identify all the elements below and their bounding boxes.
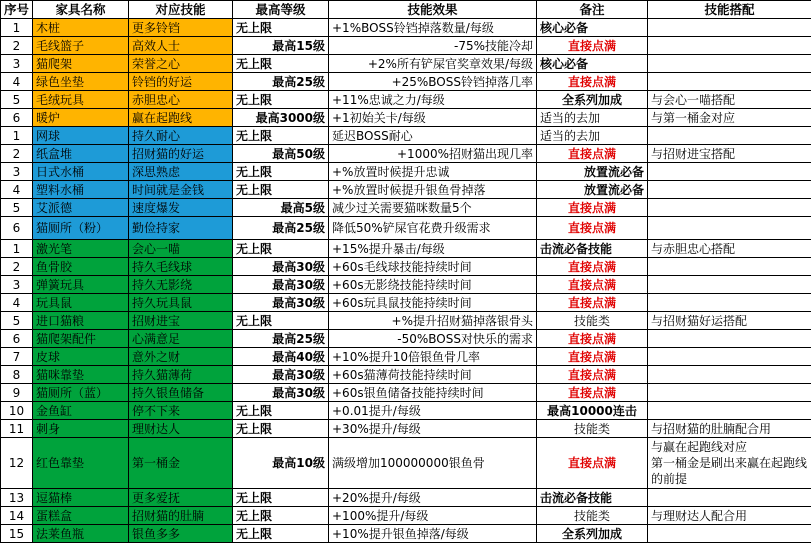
row-number: 5 <box>1 91 33 109</box>
max-level: 无上限 <box>233 525 329 543</box>
skill-name: 时间就是金钱 <box>129 181 233 199</box>
furniture-name: 玩具鼠 <box>33 294 129 312</box>
skill-effect: +1初始关卡/每级 <box>329 109 537 127</box>
skill-effect: +%放置时候提升银鱼骨掉落 <box>329 181 537 199</box>
row-number: 7 <box>1 348 33 366</box>
max-level: 最高30级 <box>233 276 329 294</box>
row-number: 5 <box>1 312 33 330</box>
furniture-name: 逗猫棒 <box>33 489 129 507</box>
note: 放置流必备 <box>537 181 648 199</box>
table-row <box>1 438 811 489</box>
skill-effect: +15%提升暴击/每级 <box>329 240 537 258</box>
skill-combo <box>648 37 811 55</box>
table-row <box>1 276 811 294</box>
header-combo: 技能搭配 <box>648 1 811 19</box>
header-row <box>1 1 811 19</box>
note: 全系列加成 <box>537 525 648 543</box>
skill-combo <box>648 366 811 384</box>
row-number: 2 <box>1 258 33 276</box>
note: 技能类 <box>537 507 648 525</box>
row-number: 6 <box>1 109 33 127</box>
skill-effect: +2%所有铲屎官奖章效果/每级 <box>329 55 537 73</box>
header-effect: 技能效果 <box>329 1 537 19</box>
skill-name: 铃铛的好运 <box>129 73 233 91</box>
note: 击流必备技能 <box>537 240 648 258</box>
table-row <box>1 181 811 199</box>
skill-combo <box>648 330 811 348</box>
note: 技能类 <box>537 312 648 330</box>
furniture-name: 弹簧玩具 <box>33 276 129 294</box>
skill-name: 招财猫的肚腩 <box>129 507 233 525</box>
skill-name: 赤胆忠心 <box>129 91 233 109</box>
furniture-name: 猫爬架配件 <box>33 330 129 348</box>
max-level: 无上限 <box>233 420 329 438</box>
note: 最高10000连击 <box>537 402 648 420</box>
skill-name: 速度爆发 <box>129 199 233 217</box>
skill-effect: -75%技能冷却 <box>329 37 537 55</box>
skill-combo <box>648 217 811 240</box>
row-number: 11 <box>1 420 33 438</box>
note: 直接点满 <box>537 37 648 55</box>
skill-effect: +20%提升/每级 <box>329 489 537 507</box>
skill-effect: +60s毛线球技能持续时间 <box>329 258 537 276</box>
skill-name: 持久耐心 <box>129 127 233 145</box>
furniture-name: 日式水桶 <box>33 163 129 181</box>
skill-effect: +1%BOSS铃铛掉落数量/每级 <box>329 19 537 37</box>
row-number: 6 <box>1 217 33 240</box>
skill-name: 高效人士 <box>129 37 233 55</box>
table-row <box>1 73 811 91</box>
skill-name: 持久玩具鼠 <box>129 294 233 312</box>
furniture-name: 金鱼缸 <box>33 402 129 420</box>
table-row <box>1 37 811 55</box>
skill-name: 心满意足 <box>129 330 233 348</box>
table-row <box>1 240 811 258</box>
skill-combo <box>648 525 811 543</box>
skill-name: 银鱼多多 <box>129 525 233 543</box>
furniture-name: 绿色坐垫 <box>33 73 129 91</box>
skill-combo <box>648 181 811 199</box>
skill-combo <box>648 127 811 145</box>
note: 直接点满 <box>537 217 648 240</box>
note: 直接点满 <box>537 73 648 91</box>
skill-combo <box>648 55 811 73</box>
max-level: 最高40级 <box>233 348 329 366</box>
skill-name: 持久猫薄荷 <box>129 366 233 384</box>
note: 直接点满 <box>537 384 648 402</box>
skill-combo <box>648 73 811 91</box>
row-number: 14 <box>1 507 33 525</box>
skill-combo: 与第一桶金对应 <box>648 109 811 127</box>
skill-combo: 与赤胆忠心搭配 <box>648 240 811 258</box>
skill-combo <box>648 294 811 312</box>
furniture-name: 纸盒堆 <box>33 145 129 163</box>
skill-combo <box>648 199 811 217</box>
row-number: 3 <box>1 163 33 181</box>
row-number: 4 <box>1 294 33 312</box>
table-row <box>1 145 811 163</box>
skill-name: 持久毛线球 <box>129 258 233 276</box>
max-level: 无上限 <box>233 55 329 73</box>
max-level: 无上限 <box>233 507 329 525</box>
table-body <box>1 19 811 543</box>
table-row <box>1 163 811 181</box>
table-row <box>1 366 811 384</box>
table-row <box>1 420 811 438</box>
table-row <box>1 489 811 507</box>
table-row <box>1 312 811 330</box>
note: 直接点满 <box>537 330 648 348</box>
max-level: 无上限 <box>233 127 329 145</box>
note: 击流必备技能 <box>537 489 648 507</box>
skill-effect: +10%提升银鱼掉落/每级 <box>329 525 537 543</box>
row-number: 4 <box>1 181 33 199</box>
skill-effect: +100%提升/每级 <box>329 507 537 525</box>
row-number: 13 <box>1 489 33 507</box>
note: 核心必备 <box>537 19 648 37</box>
note: 直接点满 <box>537 145 648 163</box>
skill-effect: 减少过关需要猫咪数量5个 <box>329 199 537 217</box>
note: 全系列加成 <box>537 91 648 109</box>
skill-effect: +11%忠诚之力/每级 <box>329 91 537 109</box>
row-number: 3 <box>1 276 33 294</box>
header-skill: 对应技能 <box>129 1 233 19</box>
note: 放置流必备 <box>537 163 648 181</box>
skill-name: 招财进宝 <box>129 312 233 330</box>
note: 技能类 <box>537 420 648 438</box>
skill-effect: +25%BOSS铃铛掉落几率 <box>329 73 537 91</box>
skill-combo: 与招财猫好运搭配 <box>648 312 811 330</box>
furniture-name: 红色靠垫 <box>33 438 129 489</box>
table-row <box>1 91 811 109</box>
table-row <box>1 294 811 312</box>
skill-name: 第一桶金 <box>129 438 233 489</box>
table-row <box>1 217 811 240</box>
skill-effect: +60s银鱼储备技能持续时间 <box>329 384 537 402</box>
table-row <box>1 55 811 73</box>
skill-effect: 降低50%铲屎官花费升级需求 <box>329 217 537 240</box>
skill-effect: +60s玩具鼠技能持续时间 <box>329 294 537 312</box>
skill-effect: +30%提升/每级 <box>329 420 537 438</box>
row-number: 8 <box>1 366 33 384</box>
row-number: 1 <box>1 240 33 258</box>
furniture-name: 毛绒玩具 <box>33 91 129 109</box>
furniture-name: 刺身 <box>33 420 129 438</box>
skill-combo <box>648 348 811 366</box>
note: 直接点满 <box>537 438 648 489</box>
skill-effect: +60s无影绕技能持续时间 <box>329 276 537 294</box>
row-number: 15 <box>1 525 33 543</box>
skill-effect: 延迟BOSS耐心 <box>329 127 537 145</box>
table-row <box>1 127 811 145</box>
furniture-name: 蛋糕盒 <box>33 507 129 525</box>
skill-name: 勤俭持家 <box>129 217 233 240</box>
max-level: 无上限 <box>233 489 329 507</box>
furniture-name: 网球 <box>33 127 129 145</box>
skill-effect: +%提升招财猫掉落银骨头 <box>329 312 537 330</box>
furniture-name: 激光笔 <box>33 240 129 258</box>
max-level: 最高25级 <box>233 330 329 348</box>
max-level: 最高50级 <box>233 145 329 163</box>
max-level: 最高3000级 <box>233 109 329 127</box>
table-row <box>1 109 811 127</box>
row-number: 2 <box>1 37 33 55</box>
table-row <box>1 402 811 420</box>
max-level: 最高30级 <box>233 366 329 384</box>
furniture-name: 猫爬架 <box>33 55 129 73</box>
row-number: 6 <box>1 330 33 348</box>
table-row <box>1 330 811 348</box>
skill-effect: 满级增加100000000银鱼骨 <box>329 438 537 489</box>
table-row <box>1 19 811 37</box>
table-row <box>1 258 811 276</box>
table-row <box>1 384 811 402</box>
furniture-name: 法莱鱼瓶 <box>33 525 129 543</box>
row-number: 3 <box>1 55 33 73</box>
note: 直接点满 <box>537 348 648 366</box>
max-level: 最高15级 <box>233 37 329 55</box>
max-level: 最高10级 <box>233 438 329 489</box>
table-row <box>1 507 811 525</box>
note: 直接点满 <box>537 276 648 294</box>
max-level: 无上限 <box>233 163 329 181</box>
furniture-name: 暖炉 <box>33 109 129 127</box>
furniture-name: 猫厕所（蓝） <box>33 384 129 402</box>
skill-name: 赢在起跑线 <box>129 109 233 127</box>
row-number: 12 <box>1 438 33 489</box>
skill-name: 招财猫的好运 <box>129 145 233 163</box>
skill-effect: -50%BOSS对快乐的需求 <box>329 330 537 348</box>
row-number: 1 <box>1 127 33 145</box>
furniture-name: 猫厕所（粉） <box>33 217 129 240</box>
skill-name: 理财达人 <box>129 420 233 438</box>
skill-effect: +1000%招财猫出现几率 <box>329 145 537 163</box>
table-row <box>1 525 811 543</box>
max-level: 无上限 <box>233 19 329 37</box>
skill-name: 会心一喵 <box>129 240 233 258</box>
max-level: 最高25级 <box>233 217 329 240</box>
header-no: 序号 <box>1 1 33 19</box>
skill-effect: +0.01提升/每级 <box>329 402 537 420</box>
skill-name: 停不下来 <box>129 402 233 420</box>
skill-combo: 与招财进宝搭配 <box>648 145 811 163</box>
skill-name: 持久银鱼储备 <box>129 384 233 402</box>
skill-combo <box>648 402 811 420</box>
row-number: 1 <box>1 19 33 37</box>
skill-combo <box>648 384 811 402</box>
max-level: 无上限 <box>233 240 329 258</box>
furniture-name: 皮球 <box>33 348 129 366</box>
furniture-name: 艾派德 <box>33 199 129 217</box>
table-row <box>1 199 811 217</box>
furniture-name: 木桩 <box>33 19 129 37</box>
furniture-name: 进口猫粮 <box>33 312 129 330</box>
row-number: 9 <box>1 384 33 402</box>
furniture-name: 塑料水桶 <box>33 181 129 199</box>
skill-name: 更多铃铛 <box>129 19 233 37</box>
row-number: 4 <box>1 73 33 91</box>
header-note: 备注 <box>537 1 648 19</box>
max-level: 无上限 <box>233 91 329 109</box>
note: 适当的去加 <box>537 127 648 145</box>
max-level: 最高30级 <box>233 258 329 276</box>
skill-combo: 与理财达人配合用 <box>648 507 811 525</box>
skill-effect: +60s猫薄荷技能持续时间 <box>329 366 537 384</box>
note: 直接点满 <box>537 258 648 276</box>
note: 直接点满 <box>537 199 648 217</box>
furniture-name: 猫咪靠垫 <box>33 366 129 384</box>
skill-effect: +%放置时候提升忠诚 <box>329 163 537 181</box>
max-level: 无上限 <box>233 312 329 330</box>
skill-combo: 与赢在起跑线对应 第一桶金是刷出来赢在起跑线的前提 <box>648 438 811 489</box>
row-number: 10 <box>1 402 33 420</box>
skill-name: 更多爱抚 <box>129 489 233 507</box>
skill-effect: +10%提升10倍银鱼骨几率 <box>329 348 537 366</box>
skill-name: 荣誉之心 <box>129 55 233 73</box>
skill-name: 意外之财 <box>129 348 233 366</box>
skill-name: 深思熟虑 <box>129 163 233 181</box>
note: 直接点满 <box>537 294 648 312</box>
max-level: 最高30级 <box>233 384 329 402</box>
skill-combo <box>648 489 811 507</box>
max-level: 最高30级 <box>233 294 329 312</box>
furniture-name: 鱼骨胶 <box>33 258 129 276</box>
header-furniture-name: 家具名称 <box>33 1 129 19</box>
skill-name: 持久无影绕 <box>129 276 233 294</box>
note: 核心必备 <box>537 55 648 73</box>
table-row <box>1 348 811 366</box>
max-level: 最高5级 <box>233 199 329 217</box>
skill-combo <box>648 19 811 37</box>
note: 适当的去加 <box>537 109 648 127</box>
row-number: 2 <box>1 145 33 163</box>
max-level: 无上限 <box>233 181 329 199</box>
note: 直接点满 <box>537 366 648 384</box>
skill-combo: 与会心一喵搭配 <box>648 91 811 109</box>
skill-combo <box>648 276 811 294</box>
max-level: 最高25级 <box>233 73 329 91</box>
max-level: 无上限 <box>233 402 329 420</box>
skill-combo: 与招财猫的肚腩配合用 <box>648 420 811 438</box>
row-number: 5 <box>1 199 33 217</box>
skill-combo <box>648 163 811 181</box>
skill-combo <box>648 258 811 276</box>
furniture-name: 毛线篮子 <box>33 37 129 55</box>
header-max-level: 最高等级 <box>233 1 329 19</box>
